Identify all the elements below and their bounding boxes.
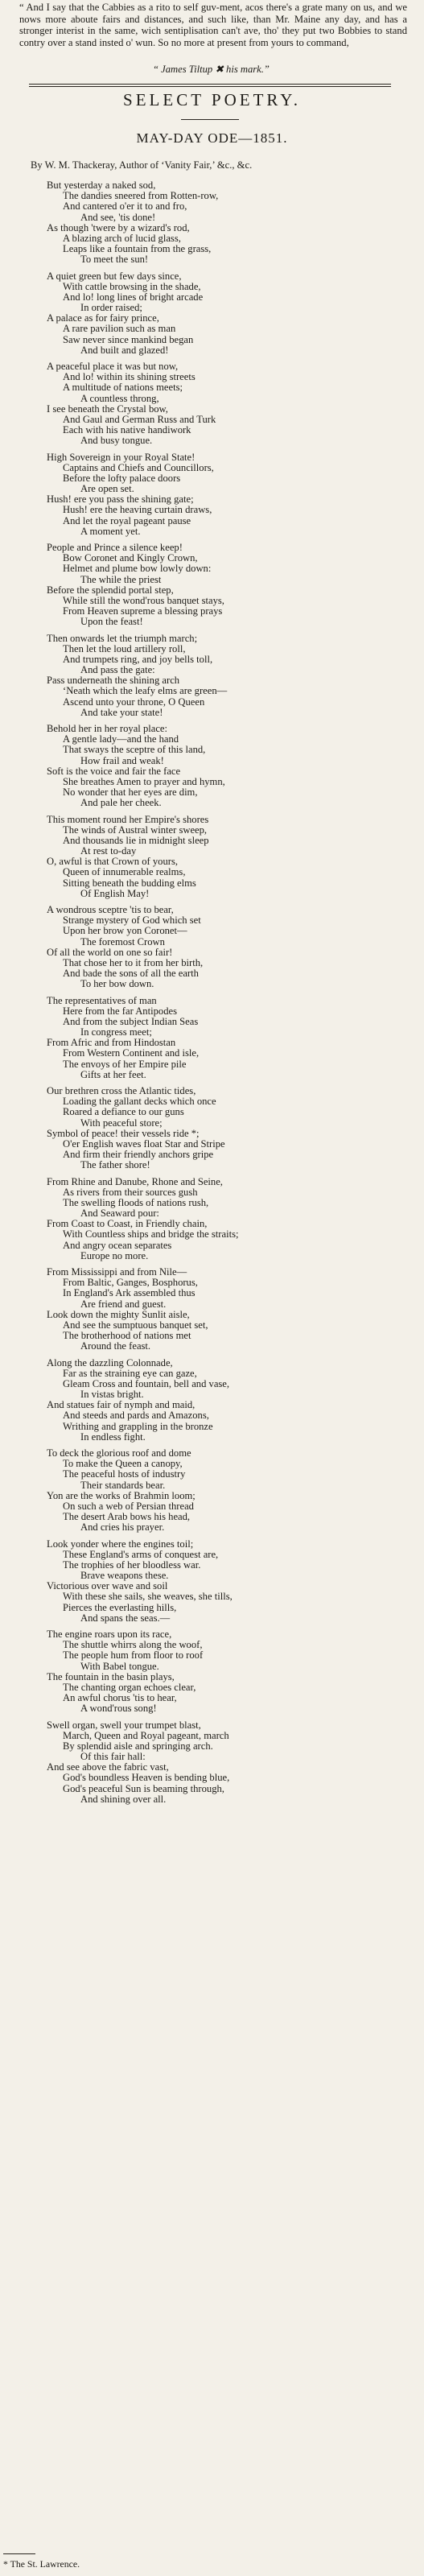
poem-line: And statues fair of nymph and maid, bbox=[47, 1399, 196, 1411]
poem-line: Writhing and grappling in the bronze bbox=[63, 1420, 213, 1432]
poem-line: Each with his native handiwork bbox=[63, 424, 191, 436]
title-rule bbox=[181, 119, 239, 120]
poem-line: Symbol of peace! their vessels ride *; bbox=[47, 1127, 200, 1139]
poem-line: The shuttle whirrs along the woof, bbox=[63, 1639, 203, 1651]
poem-line: And spans the seas.— bbox=[80, 1612, 171, 1624]
poem-line: Upon her brow yon Coronet— bbox=[63, 925, 187, 937]
poem-line: And see, 'tis done! bbox=[80, 211, 156, 223]
poem-line: Of all the world on one so fair! bbox=[47, 946, 173, 958]
poem-line: And take your state! bbox=[80, 706, 163, 718]
poem-line: Sitting beneath the budding elms bbox=[63, 877, 196, 889]
poem-line: And busy tongue. bbox=[80, 435, 153, 447]
poem-line: God's peaceful Sun is beaming through, bbox=[63, 1782, 224, 1794]
poem-line: Swell organ, swell your trumpet blast, bbox=[47, 1719, 201, 1731]
poem-line: From Mississippi and from Nile— bbox=[47, 1266, 187, 1278]
poem-line: A gentle lady—and the hand bbox=[63, 733, 179, 745]
poem-line: Behold her in her royal place: bbox=[47, 723, 168, 734]
poem-line: To meet the sun! bbox=[80, 254, 149, 266]
poem-line: From Baltic, Ganges, Bosphorus, bbox=[63, 1277, 198, 1289]
poem-line: And from the subject Indian Seas bbox=[63, 1015, 199, 1027]
poem-line: And lo! within its shining streets bbox=[63, 371, 196, 383]
poem-line: The foremost Crown bbox=[80, 935, 165, 947]
poem-stanza bbox=[0, 815, 424, 900]
poem-line: With peaceful store; bbox=[80, 1117, 163, 1129]
poem-line: Of this fair hall: bbox=[80, 1751, 146, 1763]
poem-line: The chanting organ echoes clear, bbox=[63, 1681, 196, 1693]
poem-line: In endless fight. bbox=[80, 1430, 146, 1443]
poem-line: In order raised; bbox=[80, 302, 142, 314]
poem-line: Their standards bear. bbox=[80, 1479, 166, 1491]
poem-line: That sways the sceptre of this land, bbox=[63, 744, 206, 756]
poem-line: Bow Coronet and Kingly Crown, bbox=[63, 552, 198, 564]
poem-line: Leaps like a fountain from the grass, bbox=[63, 243, 212, 255]
poem-line: The desert Arab bows his head, bbox=[63, 1511, 191, 1523]
poem-line: From Western Continent and isle, bbox=[63, 1047, 200, 1059]
poem-line: In vistas bright. bbox=[80, 1389, 144, 1401]
poem-line: To her bow down. bbox=[80, 978, 154, 990]
section-divider bbox=[29, 84, 391, 85]
poem-line: To deck the glorious roof and dome bbox=[47, 1447, 191, 1459]
poem-line: This moment round her Empire's shores bbox=[47, 813, 209, 825]
poem-line: And bade the sons of all the earth bbox=[63, 968, 199, 980]
poem-line: Gleam Cross and fountain, bell and vase, bbox=[63, 1377, 230, 1389]
poem-stanza bbox=[0, 271, 424, 357]
poem-line: Queen of innumerable realms, bbox=[63, 866, 186, 878]
poem-line: With these she sails, she weaves, she tills, bbox=[63, 1591, 233, 1603]
poem-line: That chose her to it from her birth, bbox=[63, 956, 204, 968]
poem-stanza bbox=[0, 452, 424, 538]
poem-line: And Gaul and German Russ and Turk bbox=[63, 413, 216, 425]
poem-line: And built and glazed! bbox=[80, 344, 169, 356]
poem-body bbox=[0, 180, 424, 1810]
poem-line: By splendid aisle and springing arch. bbox=[63, 1740, 213, 1752]
poem-line: As rivers from their sources gush bbox=[63, 1186, 198, 1198]
poem-line: With Countless ships and bridge the straits; bbox=[63, 1228, 239, 1241]
poem-line: Pierces the everlasting hills, bbox=[63, 1601, 177, 1613]
poem-stanza bbox=[0, 1177, 424, 1262]
poem-line: From Rhine and Danube, Rhone and Seine, bbox=[47, 1175, 223, 1187]
poem-line: March, Queen and Royal pageant, march bbox=[63, 1729, 229, 1741]
poem-line: Europe no more. bbox=[80, 1249, 149, 1261]
poem-line: Look yonder where the engines toil; bbox=[47, 1538, 194, 1550]
poem-line: An awful chorus 'tis to hear, bbox=[63, 1692, 177, 1704]
poem-line: But yesterday a naked sod, bbox=[47, 180, 156, 191]
poem-line: The fountain in the basin plays, bbox=[47, 1670, 175, 1682]
poem-line: The father shore! bbox=[80, 1159, 150, 1171]
poem-line: Brave weapons these. bbox=[80, 1570, 169, 1582]
poem-line: Hush! ere you pass the shining gate; bbox=[47, 493, 194, 506]
poem-line: The envoys of her Empire pile bbox=[63, 1058, 187, 1070]
poem-line: I see beneath the Crystal bow, bbox=[47, 402, 168, 415]
poem-line: Soft is the voice and fair the face bbox=[47, 765, 181, 777]
poem-line: And pass the gate: bbox=[80, 664, 155, 676]
poem-line: From Heaven supreme a blessing prays bbox=[63, 605, 223, 617]
poem-line: Helmet and plume bow lowly down: bbox=[63, 563, 212, 575]
letter-text: “ And I say that the Cabbies as a rito to self guv-ment, acos there's a grate many on us, and we nows more aboute fairs and distances, and such like, than Mr. Maine any day, and has a stronger interist in the same, wich sentiplisation can't ave, tho' they put two Bobbies to stand contry over a stand insted o' wun. So no more at present from yours to command, bbox=[19, 2, 407, 48]
poem-line: While still the wond'rous banquet stays, bbox=[63, 594, 224, 606]
poem-stanza bbox=[0, 634, 424, 719]
poem-line: Before the splendid portal step, bbox=[47, 584, 174, 596]
poem-stanza bbox=[0, 361, 424, 447]
poem-stanza bbox=[0, 1629, 424, 1715]
poem-line: Of English May! bbox=[80, 887, 150, 899]
letter-excerpt bbox=[19, 2, 407, 48]
poem-line: The people hum from floor to roof bbox=[63, 1649, 204, 1662]
poem-line: The swelling floods of nations rush, bbox=[63, 1196, 209, 1208]
poem-stanza bbox=[0, 180, 424, 266]
poem-line: People and Prince a silence keep! bbox=[47, 542, 183, 553]
poem-line: From Afric and from Hindostan bbox=[47, 1037, 176, 1049]
poem-stanza bbox=[0, 1448, 424, 1534]
poem-line: And thousands lie in midnight sleep bbox=[63, 834, 209, 846]
poem-line: To make the Queen a canopy, bbox=[63, 1458, 183, 1470]
footnote: * The St. Lawrence. bbox=[3, 2558, 80, 2570]
poem-line: ‘Neath which the leafy elms are green— bbox=[63, 685, 228, 697]
poem-line: Victorious over wave and soil bbox=[47, 1580, 168, 1592]
poem-line: In England's Ark assembled thus bbox=[63, 1287, 196, 1299]
poem-line: And let the royal pageant pause bbox=[63, 514, 191, 526]
poem-line: Are open set. bbox=[80, 483, 134, 495]
poem-line: These England's arms of conquest are, bbox=[63, 1548, 219, 1560]
poem-line: And cantered o'er it to and fro, bbox=[63, 200, 187, 213]
poem-line: O'er English waves float Star and Stripe bbox=[63, 1137, 225, 1150]
poem-line: Here from the far Antipodes bbox=[63, 1005, 177, 1017]
poem-line: And firm their friendly anchors gripe bbox=[63, 1149, 214, 1161]
poem-line: From Coast to Coast, in Friendly chain, bbox=[47, 1218, 208, 1230]
poem-line: A blazing arch of lucid glass, bbox=[63, 232, 181, 244]
poem-line: Pass underneath the shining arch bbox=[47, 675, 180, 687]
poem-line: Our brethren cross the Atlantic tides, bbox=[47, 1085, 196, 1096]
poem-stanza bbox=[0, 1267, 424, 1352]
poem-line: A quiet green but few days since, bbox=[47, 270, 182, 282]
poem-line: The representatives of man bbox=[47, 994, 157, 1006]
poem-line: Loading the gallant decks which once bbox=[63, 1096, 216, 1108]
poem-line: The while the priest bbox=[80, 573, 162, 585]
poem-line: Yon are the works of Brahmin loom; bbox=[47, 1489, 196, 1501]
poem-line: Ascend unto your throne, O Queen bbox=[63, 696, 205, 708]
poem-line: A palace as for fairy prince, bbox=[47, 312, 159, 324]
poem-line: The winds of Austral winter sweep, bbox=[63, 824, 208, 836]
poem-line: Captains and Chiefs and Councillors, bbox=[63, 461, 214, 473]
poem-line: Look down the mighty Sunlit aisle, bbox=[47, 1308, 190, 1320]
poem-line: High Sovereign in your Royal State! bbox=[47, 451, 196, 463]
poem-byline: By W. M. Thackeray, Author of ‘Vanity Fair,’ &c., &c. bbox=[31, 159, 253, 171]
poem-line: And see above the fabric vast, bbox=[47, 1761, 169, 1773]
poem-line: The brotherhood of nations met bbox=[63, 1330, 191, 1342]
poem-line: And steeds and pards and Amazons, bbox=[63, 1410, 209, 1422]
poem-stanza bbox=[0, 1358, 424, 1443]
poem-line: The dandies sneered from Rotten-row, bbox=[63, 190, 219, 202]
poem-line: A wondrous sceptre 'tis to bear, bbox=[47, 904, 174, 915]
letter-signature: “ James Tiltup ✖ his mark.” bbox=[153, 64, 270, 75]
poem-line: In congress meet; bbox=[80, 1026, 152, 1038]
poem-line: Are friend and guest. bbox=[80, 1298, 167, 1310]
poem-stanza bbox=[0, 1086, 424, 1171]
poem-line: The trophies of her bloodless war. bbox=[63, 1558, 201, 1571]
poem-line: Around the feast. bbox=[80, 1340, 151, 1352]
poem-line: With cattle browsing in the shade, bbox=[63, 280, 201, 292]
poem-line: And shining over all. bbox=[80, 1793, 167, 1805]
poem-line: How frail and weak! bbox=[80, 754, 164, 766]
poem-line: A multitude of nations meets; bbox=[63, 382, 183, 394]
poem-line: And lo! long lines of bright arcade bbox=[63, 291, 204, 303]
poem-title: MAY-DAY ODE—1851. bbox=[136, 130, 288, 146]
poem-line: Gifts at her feet. bbox=[80, 1068, 146, 1080]
poem-line: And trumpets ring, and joy bells toll, bbox=[63, 653, 213, 665]
section-title: SELECT POETRY. bbox=[123, 90, 301, 109]
poem-line: God's boundless Heaven is bending blue, bbox=[63, 1772, 230, 1784]
poem-stanza bbox=[0, 543, 424, 628]
poem-line: She breathes Amen to prayer and hymn, bbox=[63, 775, 225, 787]
poem-stanza bbox=[0, 996, 424, 1081]
poem-stanza bbox=[0, 1720, 424, 1806]
poem-line: The engine roars upon its race, bbox=[47, 1629, 172, 1640]
poem-line: With Babel tongue. bbox=[80, 1660, 159, 1672]
poem-line: Then onwards let the triumph march; bbox=[47, 632, 198, 644]
poem-line: And angry ocean separates bbox=[63, 1239, 172, 1251]
poem-stanza bbox=[0, 1539, 424, 1624]
poem-line: A peaceful place it was but now, bbox=[47, 361, 179, 372]
poem-line: Far as the straining eye can gaze, bbox=[63, 1367, 197, 1379]
poem-line: Before the lofty palace doors bbox=[63, 472, 181, 484]
poem-line: Then let the loud artillery roll, bbox=[63, 642, 186, 654]
poem-line: Roared a defiance to our guns bbox=[63, 1106, 184, 1118]
poem-line: A rare pavilion such as man bbox=[63, 323, 176, 335]
poem-line: O, awful is that Crown of yours, bbox=[47, 856, 178, 868]
poem-line: A moment yet. bbox=[80, 525, 141, 537]
poem-stanza bbox=[0, 724, 424, 809]
poem-line: No wonder that her eyes are dim, bbox=[63, 786, 198, 799]
poem-line: Strange mystery of God which set bbox=[63, 914, 201, 927]
poem-line: Saw never since mankind began bbox=[63, 333, 194, 345]
poem-line: At rest to-day bbox=[80, 845, 137, 857]
poem-line: And pale her cheek. bbox=[80, 797, 162, 809]
poem-stanza bbox=[0, 905, 424, 990]
footnote-rule bbox=[3, 2553, 35, 2554]
poem-line: Upon the feast! bbox=[80, 616, 143, 628]
poem-line: As though 'twere by a wizard's rod, bbox=[47, 221, 190, 233]
poem-line: The peaceful hosts of industry bbox=[63, 1468, 186, 1480]
poem-line: A countless throng, bbox=[80, 392, 159, 404]
poem-line: A wond'rous song! bbox=[80, 1703, 157, 1715]
poem-line: And Seaward pour: bbox=[80, 1208, 159, 1220]
poem-line: And cries his prayer. bbox=[80, 1521, 165, 1534]
poem-line: Hush! ere the heaving curtain draws, bbox=[63, 504, 212, 516]
poem-line: On such a web of Persian thread bbox=[63, 1500, 194, 1512]
poem-line: And see the sumptuous banquet set, bbox=[63, 1319, 208, 1331]
poem-line: Along the dazzling Colonnade, bbox=[47, 1356, 173, 1368]
